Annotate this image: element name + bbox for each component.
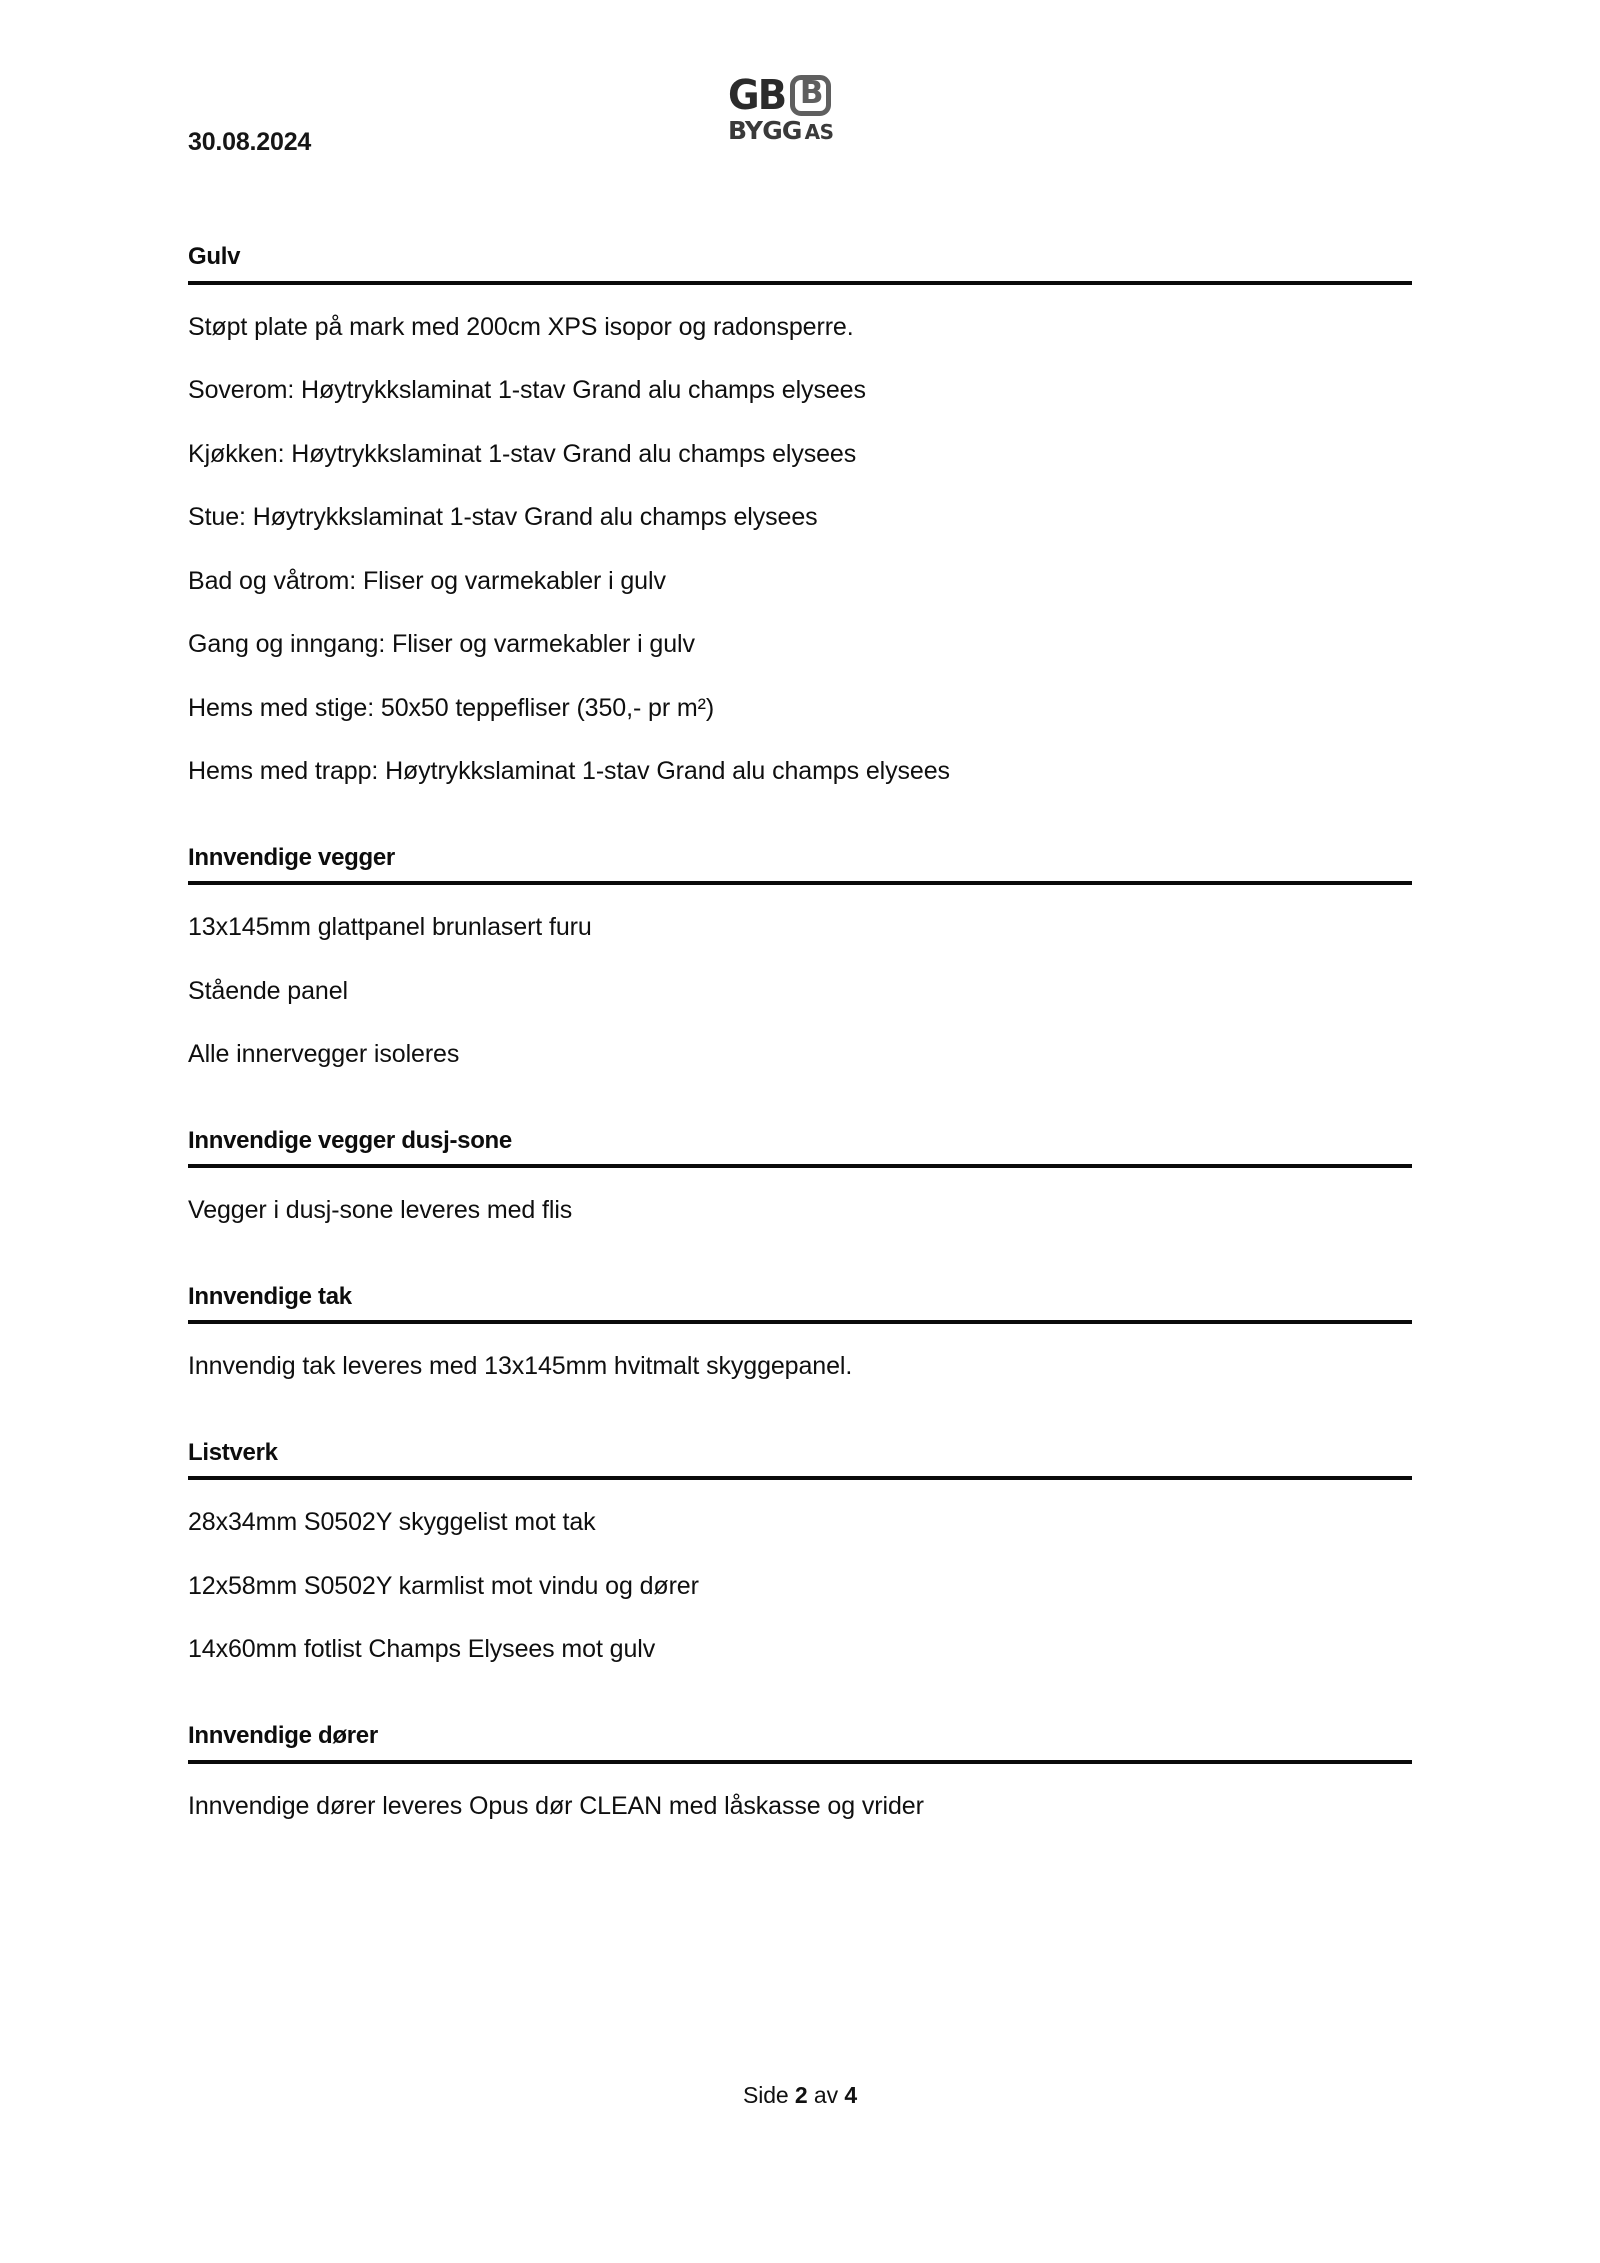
section-innvendige-dorer [188, 1722, 1412, 1822]
section-heading: Innvendige vegger dusj-sone [188, 1126, 512, 1154]
body-line: 12x58mm S0502Y karmlist mot vindu og dører [188, 1571, 699, 1600]
body-line: Innvendig tak leveres med 13x145mm hvitmalt skyggepanel. [188, 1352, 853, 1381]
document-content [188, 243, 1412, 1822]
section-divider [188, 281, 1412, 285]
body-line: Gang og inngang: Fliser og varmekabler i gulv [188, 630, 695, 659]
section-body [188, 311, 1412, 788]
document-date: 30.08.2024 [188, 128, 312, 156]
logo-bygg-text: BYGG [728, 116, 802, 145]
section-body [188, 1790, 1412, 1823]
logo-as-text: AS [804, 120, 834, 144]
page-header [188, 71, 1412, 188]
section-heading: Listverk [188, 1438, 278, 1466]
section-divider [188, 1164, 1412, 1168]
body-line: Innvendige dører leveres Opus dør CLEAN med låskasse og vrider [188, 1791, 924, 1820]
logo-b-mark-icon [790, 75, 831, 116]
section-innvendige-vegger-dusj-sone [188, 1127, 1412, 1227]
section-listverk [188, 1439, 1412, 1666]
body-line: Alle innervegger isoleres [188, 1040, 460, 1069]
page-footer [0, 2082, 1600, 2109]
body-line: Stue: Høytrykkslaminat 1-stav Grand alu champs elysees [188, 503, 818, 532]
section-body [188, 1350, 1412, 1383]
footer-prefix: Side [742, 2082, 789, 2108]
body-line: Soverom: Høytrykkslaminat 1-stav Grand alu champs elysees [188, 376, 866, 405]
body-line: Stående panel [188, 976, 348, 1005]
logo-bottom-row [728, 118, 868, 143]
section-body [188, 1506, 1412, 1666]
body-line: 28x34mm S0502Y skyggelist mot tak [188, 1508, 596, 1537]
section-heading: Innvendige dører [188, 1721, 378, 1749]
body-line: Støpt plate på mark med 200cm XPS isopor og radonsperre. [188, 312, 854, 341]
body-line: Vegger i dusj-sone leveres med flis [188, 1196, 573, 1225]
section-heading: Innvendige vegger [188, 843, 395, 871]
section-divider [188, 881, 1412, 885]
section-body [188, 1194, 1412, 1227]
logo-gb-text: GB [728, 71, 786, 119]
logo-top-row [728, 70, 868, 119]
section-gulv [188, 243, 1412, 788]
footer-current-page: 2 [794, 2082, 808, 2108]
section-heading: Gulv [188, 243, 241, 270]
body-line: Bad og våtrom: Fliser og varmekabler i gulv [188, 566, 666, 595]
body-line: Hems med stige: 50x50 teppefliser (350,- pr m²) [188, 693, 715, 722]
footer-total-pages: 4 [844, 2082, 858, 2108]
footer-separator: av [813, 2082, 839, 2108]
section-divider [188, 1476, 1412, 1480]
section-innvendige-tak [188, 1283, 1412, 1383]
section-heading: Innvendige tak [188, 1282, 352, 1310]
body-line: Kjøkken: Høytrykkslaminat 1-stav Grand alu champs elysees [188, 439, 857, 468]
body-line: Hems med trapp: Høytrykkslaminat 1-stav Grand alu champs elysees [188, 757, 950, 786]
company-logo [728, 70, 868, 150]
section-divider [188, 1320, 1412, 1324]
section-body [188, 911, 1412, 1071]
section-divider [188, 1760, 1412, 1764]
body-line: 13x145mm glattpanel brunlasert furu [188, 913, 592, 942]
body-line: 14x60mm fotlist Champs Elysees mot gulv [188, 1635, 656, 1664]
section-innvendige-vegger [188, 844, 1412, 1071]
